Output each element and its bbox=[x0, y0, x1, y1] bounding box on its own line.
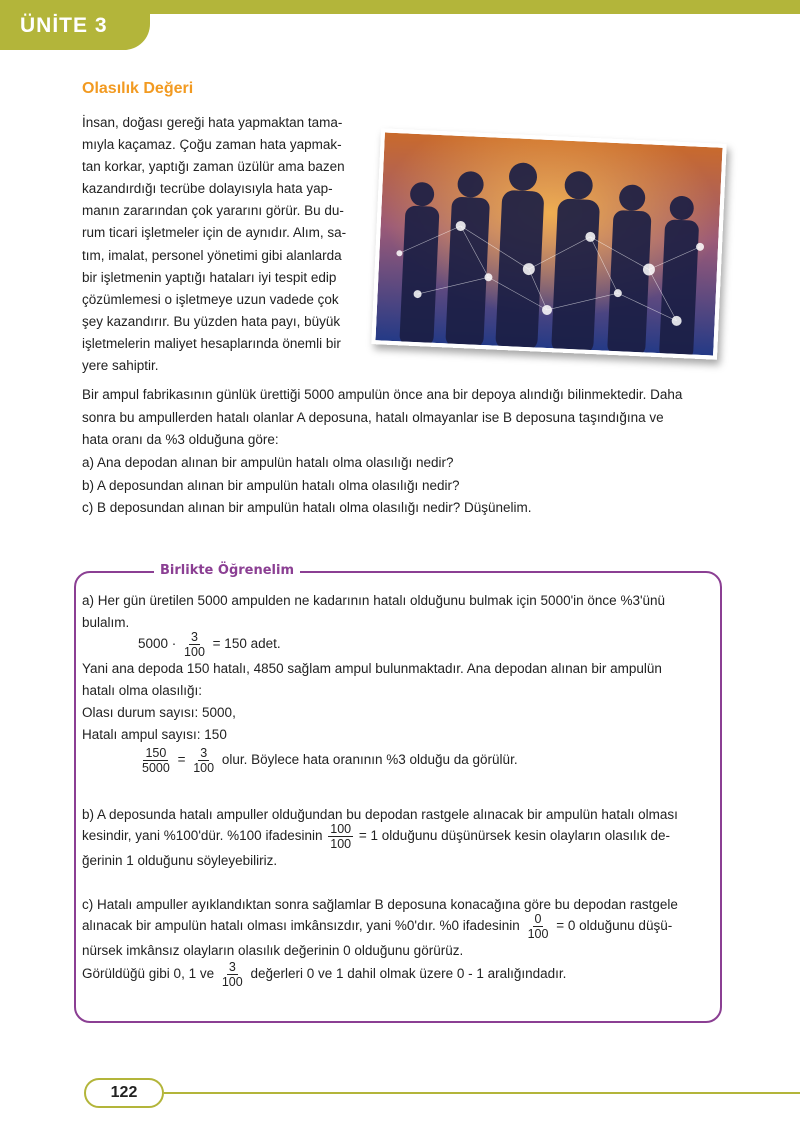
fraction-numerator: 3 bbox=[228, 960, 236, 974]
fraction-numerator: 3 bbox=[200, 746, 208, 760]
problem-line: Bir ampul fabrikasının günlük ürettiği 5000 ampulün önce ana bir depoya alındığı bilinmektedir. Daha bbox=[82, 387, 683, 402]
problem-line: sonra bu ampullerden hatalı olanlar A deposuna, hatalı olmayanlar ise B deposuna taşındığına ve bbox=[82, 409, 664, 425]
part-b-line1: b) A deposunda hatalı ampuller olduğundan bu depodan rastgele alınacak bir ampulün hatalı olması bbox=[82, 807, 678, 822]
intro-line: çözümlemesi o işletmeye uzun vadede çok bbox=[82, 291, 339, 307]
part-b-line2-post: olduğunu düşünürsek kesin olayların olasılık de- bbox=[381, 828, 670, 844]
eq-sign: = bbox=[177, 752, 186, 768]
part-a-line5: Olası durum sayısı: 5000, bbox=[82, 705, 236, 720]
fraction-numerator: 100 bbox=[330, 822, 352, 836]
unit-tab bbox=[0, 0, 150, 50]
eq-right: = 1 bbox=[358, 828, 379, 844]
intro-line: tan korkar, yaptığı zaman üzülür ama bazen bbox=[82, 159, 345, 175]
intro-paragraph bbox=[82, 112, 368, 377]
part-b-line3: ğerinin 1 olduğunu söyleyebiliriz. bbox=[82, 853, 278, 868]
intro-line: tım, imalat, personel yönetimi gibi alanlarda bbox=[82, 247, 342, 263]
fraction bbox=[191, 746, 216, 775]
intro-line: şey kazandırır. Bu yüzden hata payı, büyük bbox=[82, 313, 341, 329]
fraction-numerator: 150 bbox=[145, 746, 167, 760]
question-a: a) Ana depodan alınan bir ampulün hatalı olma olasılığı nedir? bbox=[82, 455, 454, 470]
intro-line: manın zararından çok yararını görür. Bu du- bbox=[82, 203, 344, 219]
fraction bbox=[526, 912, 551, 941]
part-a-line4: hatalı olma olasılığı: bbox=[82, 683, 203, 698]
fraction-denominator: 5000 bbox=[142, 761, 170, 775]
conclusion-post: değerleri 0 ve 1 dahil olmak üzere 0 - 1 aralığındadır. bbox=[250, 966, 567, 982]
part-c-line2-pre: alınacak bir ampulün hatalı olması imkânsızdır, yani %0'dır. %0 ifadesinin bbox=[82, 918, 520, 934]
problem-line: hata oranı da %3 olduğuna göre: bbox=[82, 432, 279, 447]
part-a-line1: a) Her gün üretilen 5000 ampulden ne kadarının hatalı olduğunu bulmak için 5000'in önce %3'ünü bbox=[82, 593, 666, 608]
part-c-line2 bbox=[82, 912, 718, 941]
page-number: 122 bbox=[84, 1078, 164, 1108]
part-a-line3: Yani ana depoda 150 hatalı, 4850 sağlam ampul bulunmaktadır. Ana depodan alınan bir ampulün bbox=[82, 661, 662, 676]
part-c-line3: nürsek imkânsız olayların olasılık değerinin 0 olduğunu görürüz. bbox=[82, 943, 464, 958]
part-a-line2: bulalım. bbox=[82, 615, 130, 630]
fraction-numerator: 0 bbox=[534, 912, 542, 926]
fraction bbox=[140, 746, 172, 775]
part-a-equation bbox=[138, 630, 774, 659]
intro-line: kazandırdığı tecrübe dolayısıyla hata yap- bbox=[82, 181, 333, 197]
fraction-denominator: 100 bbox=[221, 975, 243, 989]
problem-paragraph bbox=[82, 384, 718, 452]
unit-label: ÜNİTE 3 bbox=[20, 14, 108, 37]
intro-line: yere sahiptir. bbox=[82, 358, 159, 374]
conclusion-pre: Görüldüğü gibi 0, 1 ve bbox=[82, 966, 215, 982]
fraction-numerator: 3 bbox=[191, 630, 198, 644]
question-b: b) A deposundan alınan bir ampulün hatalı olma olasılığı nedir? bbox=[82, 477, 460, 493]
part-a-line6: Hatalı ampul sayısı: 150 bbox=[82, 727, 227, 742]
eq-right: = 150 bbox=[212, 636, 247, 652]
fraction bbox=[220, 960, 245, 989]
part-b-line2-pre: kesindir, yani %100'dür. %100 ifadesinin bbox=[82, 828, 323, 844]
fraction bbox=[328, 822, 353, 851]
eq-right: = 0 bbox=[556, 918, 576, 934]
fraction-denominator: 100 bbox=[184, 645, 205, 659]
footer-line bbox=[164, 1092, 800, 1094]
part-c-line1: c) Hatalı ampuller ayıklandıktan sonra sağlamlar B deposuna konacağına göre bu depodan rastgele bbox=[82, 897, 678, 912]
fraction bbox=[182, 630, 207, 659]
eq-left: 5000 · bbox=[138, 636, 177, 652]
part-b-line2 bbox=[82, 822, 718, 851]
eq-suffix: olur. Böylece hata oranının %3 olduğu da görülür. bbox=[221, 752, 518, 768]
intro-line: İnsan, doğası gereği hata yapmaktan tama- bbox=[82, 115, 343, 130]
part-a-equation2 bbox=[138, 746, 774, 775]
fraction-denominator: 100 bbox=[330, 837, 352, 851]
part-c-line2-post: olduğunu düşü- bbox=[579, 918, 673, 934]
business-people-photo bbox=[371, 128, 726, 359]
conclusion-line bbox=[82, 960, 718, 989]
eq-suffix: adet. bbox=[250, 636, 281, 652]
question-list bbox=[82, 452, 718, 520]
section-title: Olasılık Değeri bbox=[82, 80, 194, 97]
fraction-denominator: 100 bbox=[193, 761, 215, 775]
intro-line: işletmelerin maliyet hesaplarında önemli bir bbox=[82, 335, 341, 351]
intro-line: rum ticari işletmeler için de aynıdır. Alım, sa- bbox=[82, 225, 347, 241]
question-c: c) B deposundan alınan bir ampulün hatalı olma olasılığı nedir? Düşünelim. bbox=[82, 500, 532, 515]
intro-line: mıyla kaçamaz. Çoğu zaman hata yapmak- bbox=[82, 137, 342, 153]
fraction-denominator: 100 bbox=[527, 927, 549, 941]
intro-line: bir işletmenin yaptığı hataları iyi tespit edip bbox=[82, 269, 337, 285]
learning-box-title: Birlikte Öğrenelim bbox=[154, 563, 300, 578]
